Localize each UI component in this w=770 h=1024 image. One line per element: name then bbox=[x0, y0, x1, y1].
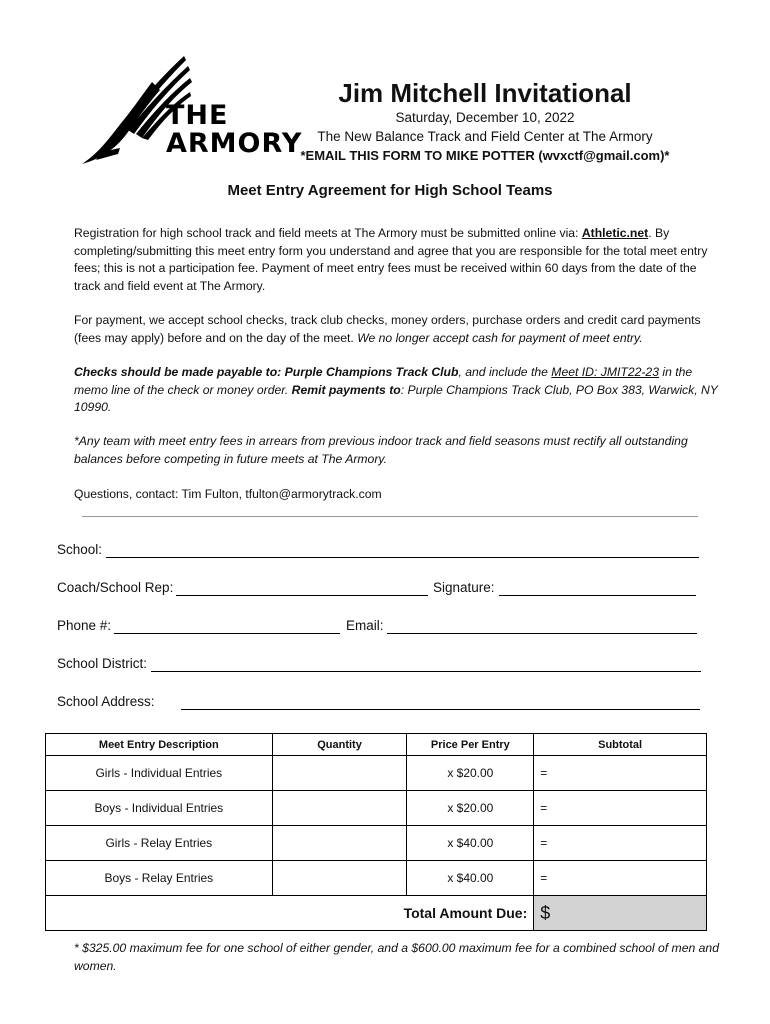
price-cell: x $20.00 bbox=[407, 791, 534, 826]
para1-text-after: . By completing/submitting this meet entry form you understand and agree that you are responsible for the total meet entry fees; this is not a participation fee. Payment of meet entry fees must be received within 60 days from the date of the track and field event at The Armory. bbox=[74, 226, 708, 293]
divider bbox=[82, 516, 698, 517]
remit-label: Remit payments to bbox=[291, 382, 401, 397]
entry-description: Girls - Relay Entries bbox=[46, 826, 273, 861]
armory-logo bbox=[80, 52, 303, 170]
email-label: Email: bbox=[346, 618, 384, 633]
para2-italic: We no longer accept cash for payment of meet entry. bbox=[357, 330, 643, 345]
event-venue: The New Balance Track and Field Center at The Armory bbox=[317, 129, 653, 144]
total-row bbox=[46, 896, 707, 931]
checks-paragraph bbox=[74, 364, 719, 417]
column-header: Quantity bbox=[272, 734, 407, 756]
coach-field[interactable] bbox=[176, 595, 428, 596]
questions-contact: Questions, contact: Tim Fulton, tfulton@armorytrack.com bbox=[74, 487, 382, 501]
table-row bbox=[46, 826, 707, 861]
quantity-cell[interactable] bbox=[272, 791, 407, 826]
total-amount-field[interactable]: $ bbox=[534, 896, 707, 931]
event-date: Saturday, December 10, 2022 bbox=[395, 110, 575, 125]
address-field[interactable] bbox=[181, 709, 700, 710]
column-header: Meet Entry Description bbox=[46, 734, 273, 756]
max-fee-footnote: * $325.00 maximum fee for one school of either gender, and a $600.00 maximum fee for a combined school of men and women. bbox=[74, 941, 719, 973]
quantity-cell[interactable] bbox=[272, 826, 407, 861]
school-label: School: bbox=[57, 542, 103, 557]
arrears-paragraph: *Any team with meet entry fees in arrears from previous indoor track and field seasons must rectify all outstanding balances before competing in future meets at The Armory. bbox=[74, 434, 688, 466]
para2-text: For payment, we accept school checks, track club checks, money orders, purchase orders and credit card payments (fees may apply) before and on the day of the meet. bbox=[74, 313, 701, 345]
registration-paragraph bbox=[74, 225, 719, 295]
logo-line-2: ARMORY bbox=[166, 128, 303, 159]
signature-label: Signature: bbox=[433, 580, 495, 595]
price-cell: x $20.00 bbox=[407, 756, 534, 791]
para3-text2: in the memo line of the check or money order. bbox=[74, 365, 693, 397]
logo-line-1: THE bbox=[166, 100, 229, 131]
entry-table bbox=[45, 733, 707, 931]
entry-description: Boys - Individual Entries bbox=[46, 791, 273, 826]
subtotal-cell[interactable]: = bbox=[534, 791, 707, 826]
meet-id: Meet ID: JMIT22-23 bbox=[551, 365, 659, 379]
column-header: Subtotal bbox=[534, 734, 707, 756]
table-row bbox=[46, 791, 707, 826]
form-subtitle: Meet Entry Agreement for High School Teams bbox=[227, 182, 553, 199]
payable-to-text: Checks should be made payable to: Purple Champions Track Club bbox=[74, 365, 459, 379]
subtotal-cell[interactable]: = bbox=[534, 756, 707, 791]
district-field[interactable] bbox=[151, 671, 701, 672]
logo-wordmark bbox=[166, 102, 302, 158]
email-field[interactable] bbox=[387, 633, 697, 634]
phone-field[interactable] bbox=[114, 633, 340, 634]
quantity-cell[interactable] bbox=[272, 756, 407, 791]
column-header: Price Per Entry bbox=[407, 734, 534, 756]
district-label: School District: bbox=[57, 656, 148, 671]
price-cell: x $40.00 bbox=[407, 861, 534, 896]
subtotal-cell[interactable]: = bbox=[534, 826, 707, 861]
remit-address: : Purple Champions Track Club, PO Box 383, Warwick, NY 10990. bbox=[74, 382, 718, 414]
table-header-row bbox=[46, 734, 707, 756]
athletic-net-link[interactable]: Athletic.net bbox=[581, 226, 649, 240]
entry-description: Girls - Individual Entries bbox=[46, 756, 273, 791]
phone-label: Phone #: bbox=[57, 618, 112, 633]
school-field[interactable] bbox=[106, 557, 699, 558]
para3-text1: , and include the bbox=[458, 365, 552, 379]
signature-field[interactable] bbox=[499, 595, 696, 596]
para1-text: Registration for high school track and field meets at The Armory must be submitted online via: bbox=[74, 226, 582, 240]
table-row bbox=[46, 756, 707, 791]
quantity-cell[interactable] bbox=[272, 861, 407, 896]
payment-paragraph bbox=[74, 312, 719, 347]
table-row bbox=[46, 861, 707, 896]
coach-label: Coach/School Rep: bbox=[57, 580, 174, 595]
entry-description: Boys - Relay Entries bbox=[46, 861, 273, 896]
address-label: School Address: bbox=[57, 694, 155, 709]
subtotal-cell[interactable]: = bbox=[534, 861, 707, 896]
email-instruction: *EMAIL THIS FORM TO MIKE POTTER (wvxctf@gmail.com)* bbox=[300, 148, 670, 163]
page-title: Jim Mitchell Invitational bbox=[338, 78, 632, 108]
total-amount-label: Total Amount Due: bbox=[46, 896, 534, 931]
price-cell: x $40.00 bbox=[407, 826, 534, 861]
